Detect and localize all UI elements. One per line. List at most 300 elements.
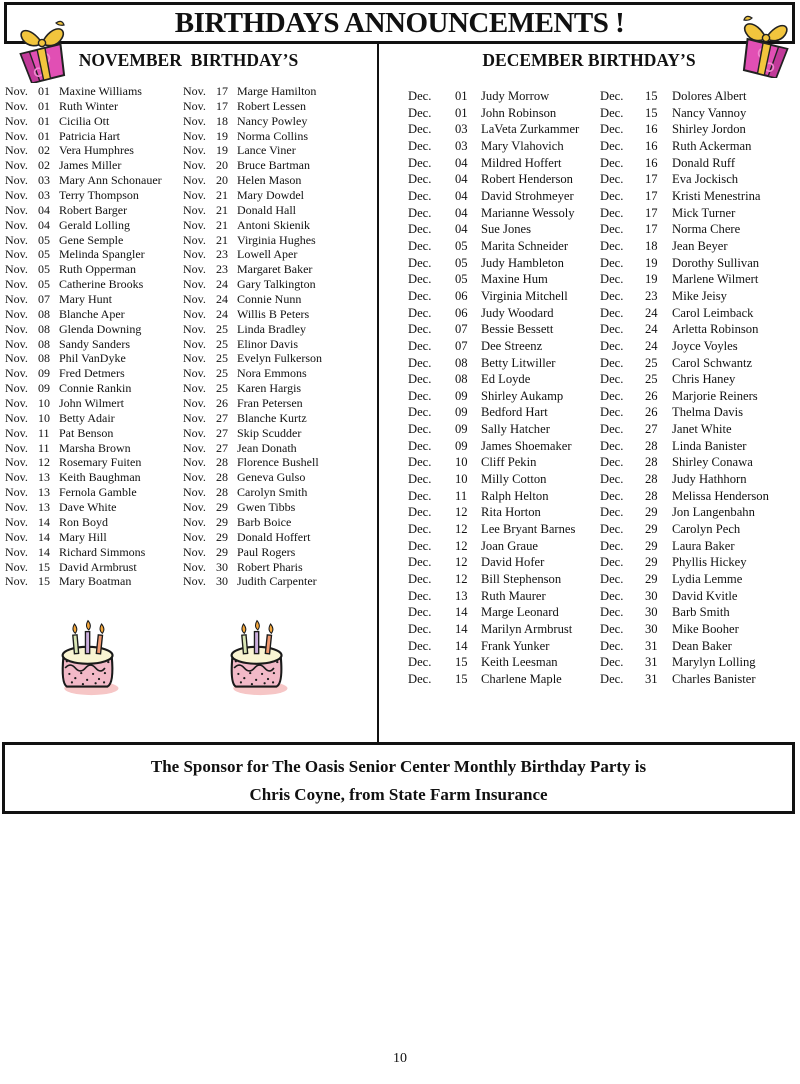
day-number: 13: [38, 470, 50, 485]
person-name: Norma Collins: [237, 128, 308, 143]
person-name: Donald Hoffert: [237, 529, 311, 544]
person-name: Gwen Tibbs: [237, 500, 296, 515]
day-number: 03: [455, 138, 468, 153]
day-number: 14: [38, 529, 50, 544]
month-abbr: Nov.: [183, 292, 206, 307]
day-number: 29: [216, 500, 228, 515]
day-number: 15: [645, 89, 658, 103]
month-abbr: Dec.: [408, 555, 432, 570]
day-number: 05: [38, 247, 50, 262]
month-abbr: Dec.: [408, 238, 432, 253]
birthday-row: [5, 574, 181, 589]
month-abbr: Dec.: [600, 255, 624, 270]
birthday-row: [600, 621, 798, 638]
month-abbr: Dec.: [408, 322, 432, 337]
month-abbr: Dec.: [408, 622, 432, 636]
month-abbr: Dec.: [408, 572, 432, 587]
month-abbr: Nov.: [183, 574, 206, 589]
person-name: Florence Bushell: [237, 455, 319, 470]
person-name: Dee Streenz: [481, 338, 543, 353]
birthday-row: [183, 545, 375, 560]
day-number: 16: [645, 155, 658, 170]
birthday-row: [5, 322, 181, 337]
day-number: 11: [38, 425, 50, 440]
day-number: 09: [455, 388, 468, 403]
month-abbr: Dec.: [600, 422, 624, 437]
day-number: 19: [645, 272, 658, 287]
person-name: Marianne Wessoly: [481, 205, 575, 220]
day-number: 28: [216, 455, 228, 470]
person-name: Keith Baughman: [59, 470, 141, 485]
birthday-row: [5, 337, 181, 352]
person-name: Ruth Winter: [59, 98, 118, 113]
birthday-row: [600, 171, 798, 188]
day-number: 21: [216, 202, 228, 217]
birthday-row: [408, 305, 598, 322]
birthday-row: [183, 574, 375, 589]
person-name: Willis B Peters: [237, 306, 310, 321]
month-abbr: Dec.: [408, 355, 432, 370]
day-number: 21: [216, 217, 228, 232]
birthday-row: [600, 88, 798, 105]
person-name: John Wilmert: [59, 396, 124, 411]
month-abbr: Dec.: [408, 372, 432, 387]
month-abbr: Dec.: [600, 338, 624, 353]
month-abbr: Nov.: [183, 455, 206, 470]
day-number: 24: [645, 338, 658, 353]
day-number: 30: [645, 588, 658, 603]
day-number: 23: [216, 247, 228, 262]
month-abbr: Dec.: [600, 155, 624, 170]
person-name: Paul Rogers: [237, 544, 296, 559]
month-abbr: Dec.: [600, 288, 624, 303]
person-name: Arletta Robinson: [672, 322, 759, 337]
day-number: 04: [38, 202, 50, 217]
person-name: Phyllis Hickey: [672, 555, 747, 570]
birthday-row: [183, 515, 375, 530]
person-name: Pat Benson: [59, 425, 114, 440]
person-name: Cliff Pekin: [481, 455, 537, 470]
birthday-row: [183, 500, 375, 515]
birthday-row: [600, 121, 798, 138]
birthday-row: [600, 205, 798, 222]
person-name: David Kvitle: [672, 588, 738, 603]
birthday-row: [600, 571, 798, 588]
day-number: 15: [455, 655, 468, 670]
month-abbr: Dec.: [408, 272, 432, 287]
birthday-row: [408, 671, 598, 688]
birthday-row: [408, 604, 598, 621]
birthday-row: [408, 454, 598, 471]
month-abbr: Dec.: [408, 455, 432, 470]
person-name: Donald Ruff: [672, 155, 736, 170]
birthday-row: [408, 438, 598, 455]
birthday-row: [5, 129, 181, 144]
person-name: James Miller: [59, 158, 122, 173]
person-name: Robert Barger: [59, 202, 128, 217]
birthday-row: [408, 205, 598, 222]
person-name: Antoni Skienik: [237, 217, 311, 232]
person-name: Milly Cotton: [481, 472, 547, 487]
person-name: Marylyn Lolling: [672, 655, 756, 670]
page-title: BIRTHDAYS ANNOUNCEMENTS !: [174, 7, 625, 39]
day-number: 28: [216, 470, 228, 485]
day-number: 29: [216, 529, 228, 544]
month-abbr: Dec.: [600, 388, 624, 403]
day-number: 06: [455, 305, 468, 320]
birthday-row: [183, 292, 375, 307]
person-name: Karen Hargis: [237, 381, 302, 396]
day-number: 23: [645, 288, 658, 303]
month-abbr: Dec.: [408, 338, 432, 353]
november-section-header: NOVEMBER BIRTHDAY’S: [78, 50, 299, 70]
month-abbr: Nov.: [183, 158, 206, 173]
month-abbr: Nov.: [5, 173, 28, 188]
birthday-row: [5, 396, 181, 411]
person-name: Sue Jones: [481, 222, 532, 237]
person-name: Norma Chere: [672, 222, 741, 237]
birthday-cake-icon: [224, 613, 290, 701]
month-abbr: Nov.: [183, 128, 206, 143]
person-name: Sandy Sanders: [59, 336, 130, 351]
month-abbr: Nov.: [183, 529, 206, 544]
day-number: 25: [216, 336, 228, 351]
person-name: Ruth Opperman: [59, 262, 136, 277]
month-abbr: Nov.: [5, 98, 28, 113]
month-abbr: Nov.: [5, 514, 28, 529]
month-abbr: Dec.: [600, 605, 624, 620]
day-number: 21: [216, 188, 228, 203]
person-name: Dave White: [59, 500, 117, 515]
person-name: Kristi Menestrina: [672, 188, 761, 203]
person-name: Bessie Bessett: [481, 322, 554, 337]
month-abbr: Nov.: [183, 425, 206, 440]
person-name: Betty Litwiller: [481, 355, 556, 370]
month-abbr: Dec.: [408, 588, 432, 603]
birthday-row: [600, 355, 798, 372]
person-name: Ron Boyd: [59, 514, 109, 529]
month-abbr: Nov.: [5, 381, 28, 396]
month-abbr: Nov.: [5, 321, 28, 336]
day-number: 09: [455, 405, 468, 420]
birthday-row: [5, 500, 181, 515]
day-number: 09: [38, 381, 50, 396]
person-name: Marlene Wilmert: [672, 272, 759, 287]
day-number: 08: [38, 306, 50, 321]
birthday-row: [5, 173, 181, 188]
month-abbr: Nov.: [183, 98, 206, 113]
birthday-row: [600, 421, 798, 438]
person-name: Linda Bradley: [237, 321, 306, 336]
birthday-row: [5, 143, 181, 158]
month-abbr: Dec.: [408, 405, 432, 420]
birthday-row: [600, 305, 798, 322]
day-number: 12: [455, 572, 468, 587]
month-abbr: Dec.: [600, 522, 624, 537]
month-abbr: Dec.: [600, 188, 624, 203]
person-name: Blanche Kurtz: [237, 410, 307, 425]
day-number: 25: [645, 355, 658, 370]
person-name: Maxine Hum: [481, 272, 548, 287]
month-abbr: Nov.: [5, 306, 28, 321]
month-abbr: Dec.: [600, 671, 624, 686]
month-abbr: Dec.: [408, 89, 432, 103]
birthday-row: [408, 421, 598, 438]
month-abbr: Nov.: [5, 500, 28, 515]
month-abbr: Dec.: [408, 155, 432, 170]
birthday-row: [5, 158, 181, 173]
person-name: Janet White: [672, 422, 732, 437]
day-number: 29: [645, 505, 658, 520]
birthday-row: [408, 255, 598, 272]
birthday-row: [408, 371, 598, 388]
day-number: 29: [645, 538, 658, 553]
person-name: Eva Jockisch: [672, 172, 739, 187]
person-name: Lance Viner: [237, 143, 296, 158]
month-abbr: Nov.: [5, 158, 28, 173]
day-number: 27: [216, 440, 228, 455]
birthday-row: [5, 470, 181, 485]
person-name: Nora Emmons: [237, 366, 307, 381]
month-abbr: Nov.: [183, 336, 206, 351]
day-number: 31: [645, 638, 658, 653]
month-abbr: Nov.: [183, 306, 206, 321]
month-abbr: Nov.: [183, 143, 206, 158]
day-number: 12: [455, 522, 468, 537]
birthday-row: [600, 238, 798, 255]
day-number: 04: [455, 188, 468, 203]
birthday-row: [600, 388, 798, 405]
day-number: 27: [216, 425, 228, 440]
day-number: 05: [455, 255, 468, 270]
person-name: LaVeta Zurkammer: [481, 122, 580, 137]
day-number: 24: [645, 305, 658, 320]
birthday-row: [183, 366, 375, 381]
birthday-row: [600, 521, 798, 538]
birthday-row: [408, 504, 598, 521]
month-abbr: Nov.: [183, 321, 206, 336]
day-number: 28: [645, 472, 658, 487]
day-number: 10: [38, 396, 50, 411]
person-name: Nancy Vannoy: [672, 105, 747, 120]
day-number: 13: [38, 485, 50, 500]
day-number: 16: [645, 138, 658, 153]
day-number: 17: [645, 222, 658, 237]
person-name: Carol Leimback: [672, 305, 754, 320]
month-abbr: Dec.: [408, 105, 432, 120]
birthday-row: [5, 455, 181, 470]
person-name: Virginia Mitchell: [481, 288, 568, 303]
person-name: David Hofer: [481, 555, 545, 570]
birthday-row: [408, 638, 598, 655]
person-name: Geneva Gulso: [237, 470, 306, 485]
day-number: 05: [38, 262, 50, 277]
birthday-row: [183, 337, 375, 352]
month-abbr: Dec.: [408, 605, 432, 620]
page-number: 10: [393, 1051, 407, 1066]
day-number: 09: [455, 438, 468, 453]
person-name: Margaret Baker: [237, 262, 313, 277]
person-name: Barb Smith: [672, 605, 730, 620]
day-number: 12: [455, 555, 468, 570]
month-abbr: Nov.: [5, 425, 28, 440]
birthday-row: [408, 621, 598, 638]
month-abbr: Nov.: [5, 396, 28, 411]
person-name: Lowell Aper: [237, 247, 298, 262]
person-name: Lee Bryant Barnes: [481, 522, 576, 537]
person-name: Robert Lessen: [237, 98, 306, 113]
day-number: 03: [455, 122, 468, 137]
birthday-row: [5, 441, 181, 456]
person-name: Skip Scudder: [237, 425, 302, 440]
month-abbr: Dec.: [408, 288, 432, 303]
birthday-row: [600, 105, 798, 122]
day-number: 04: [38, 217, 50, 232]
birthday-row: [600, 255, 798, 272]
person-name: Carolyn Smith: [237, 485, 308, 500]
birthday-row: [408, 571, 598, 588]
person-name: Connie Nunn: [237, 292, 302, 307]
day-number: 03: [38, 173, 50, 188]
day-number: 27: [645, 422, 658, 437]
person-name: Thelma Davis: [672, 405, 743, 420]
month-abbr: Nov.: [183, 396, 206, 411]
birthday-row: [600, 338, 798, 355]
day-number: 18: [645, 238, 658, 253]
month-abbr: Dec.: [600, 222, 624, 237]
month-abbr: Dec.: [600, 438, 624, 453]
birthday-row: [600, 138, 798, 155]
person-name: Mildred Hoffert: [481, 155, 562, 170]
birthday-row: [183, 262, 375, 277]
birthday-row: [408, 404, 598, 421]
birthday-row: [600, 654, 798, 671]
day-number: 15: [455, 671, 468, 686]
person-name: Marsha Brown: [59, 440, 131, 455]
day-number: 15: [38, 574, 50, 589]
birthday-row: [183, 470, 375, 485]
month-abbr: Dec.: [600, 638, 624, 653]
day-number: 05: [455, 238, 468, 253]
person-name: Dean Baker: [672, 638, 732, 653]
month-abbr: Nov.: [183, 232, 206, 247]
month-abbr: Nov.: [183, 173, 206, 188]
birthday-row: [600, 638, 798, 655]
day-number: 12: [455, 538, 468, 553]
person-name: Shirley Aukamp: [481, 388, 564, 403]
month-abbr: Nov.: [5, 366, 28, 381]
birthday-row: [600, 538, 798, 555]
month-abbr: Dec.: [408, 255, 432, 270]
day-number: 09: [38, 366, 50, 381]
birthday-row: [408, 188, 598, 205]
day-number: 08: [455, 372, 468, 387]
month-abbr: Nov.: [183, 381, 206, 396]
month-abbr: Dec.: [600, 172, 624, 187]
birthday-row: [408, 471, 598, 488]
day-number: 27: [216, 410, 228, 425]
person-name: Joan Graue: [481, 538, 538, 553]
birthday-row: [600, 288, 798, 305]
person-name: Carol Schwantz: [672, 355, 753, 370]
month-abbr: Dec.: [600, 405, 624, 420]
month-abbr: Nov.: [5, 247, 28, 262]
person-name: Bedford Hart: [481, 405, 548, 420]
person-name: Judy Morrow: [481, 89, 550, 103]
birthday-row: [183, 322, 375, 337]
birthday-row: [5, 560, 181, 575]
day-number: 02: [38, 158, 50, 173]
birthday-row: [5, 114, 181, 129]
month-abbr: Dec.: [408, 138, 432, 153]
month-abbr: Nov.: [5, 292, 28, 307]
birthday-row: [408, 388, 598, 405]
month-abbr: Dec.: [600, 138, 624, 153]
birthday-cake-icon: [55, 613, 121, 701]
month-abbr: Dec.: [600, 555, 624, 570]
month-abbr: Dec.: [600, 322, 624, 337]
person-name: Maxine Williams: [59, 84, 142, 98]
day-number: 08: [455, 355, 468, 370]
person-name: Chris Haney: [672, 372, 736, 387]
person-name: Jean Beyer: [672, 238, 728, 253]
birthday-row: [5, 411, 181, 426]
day-number: 08: [38, 336, 50, 351]
day-number: 01: [38, 84, 50, 98]
person-name: Dolores Albert: [672, 89, 747, 103]
birthday-row: [183, 455, 375, 470]
month-abbr: Nov.: [183, 366, 206, 381]
person-name: Mary Boatman: [59, 574, 132, 589]
person-name: Elinor Davis: [237, 336, 298, 351]
birthday-row: [183, 351, 375, 366]
day-number: 24: [216, 292, 228, 307]
day-number: 01: [38, 113, 50, 128]
month-abbr: Nov.: [5, 217, 28, 232]
month-abbr: Nov.: [5, 455, 28, 470]
month-abbr: Dec.: [600, 372, 624, 387]
month-abbr: Nov.: [5, 440, 28, 455]
person-name: Joyce Voyles: [672, 338, 738, 353]
day-number: 30: [216, 559, 228, 574]
day-number: 21: [216, 232, 228, 247]
month-abbr: Nov.: [5, 485, 28, 500]
birthday-row: [183, 381, 375, 396]
month-abbr: Dec.: [408, 671, 432, 686]
month-abbr: Nov.: [5, 232, 28, 247]
day-number: 28: [645, 455, 658, 470]
birthday-row: [600, 155, 798, 172]
day-number: 13: [455, 588, 468, 603]
birthday-row: [5, 233, 181, 248]
month-abbr: Nov.: [5, 84, 28, 98]
person-name: Ruth Ackerman: [672, 138, 752, 153]
month-abbr: Nov.: [183, 351, 206, 366]
birthday-row: [183, 396, 375, 411]
person-name: Ed Loyde: [481, 372, 531, 387]
birthday-row: [5, 277, 181, 292]
person-name: Phil VanDyke: [59, 351, 126, 366]
birthday-row: [600, 221, 798, 238]
person-name: Mick Turner: [672, 205, 736, 220]
sponsor-line2: Chris Coyne, from State Farm Insurance: [249, 785, 548, 804]
person-name: Linda Banister: [672, 438, 747, 453]
day-number: 26: [645, 388, 658, 403]
month-abbr: Dec.: [600, 572, 624, 587]
day-number: 19: [645, 255, 658, 270]
birthday-row: [408, 105, 598, 122]
day-number: 14: [455, 605, 468, 620]
